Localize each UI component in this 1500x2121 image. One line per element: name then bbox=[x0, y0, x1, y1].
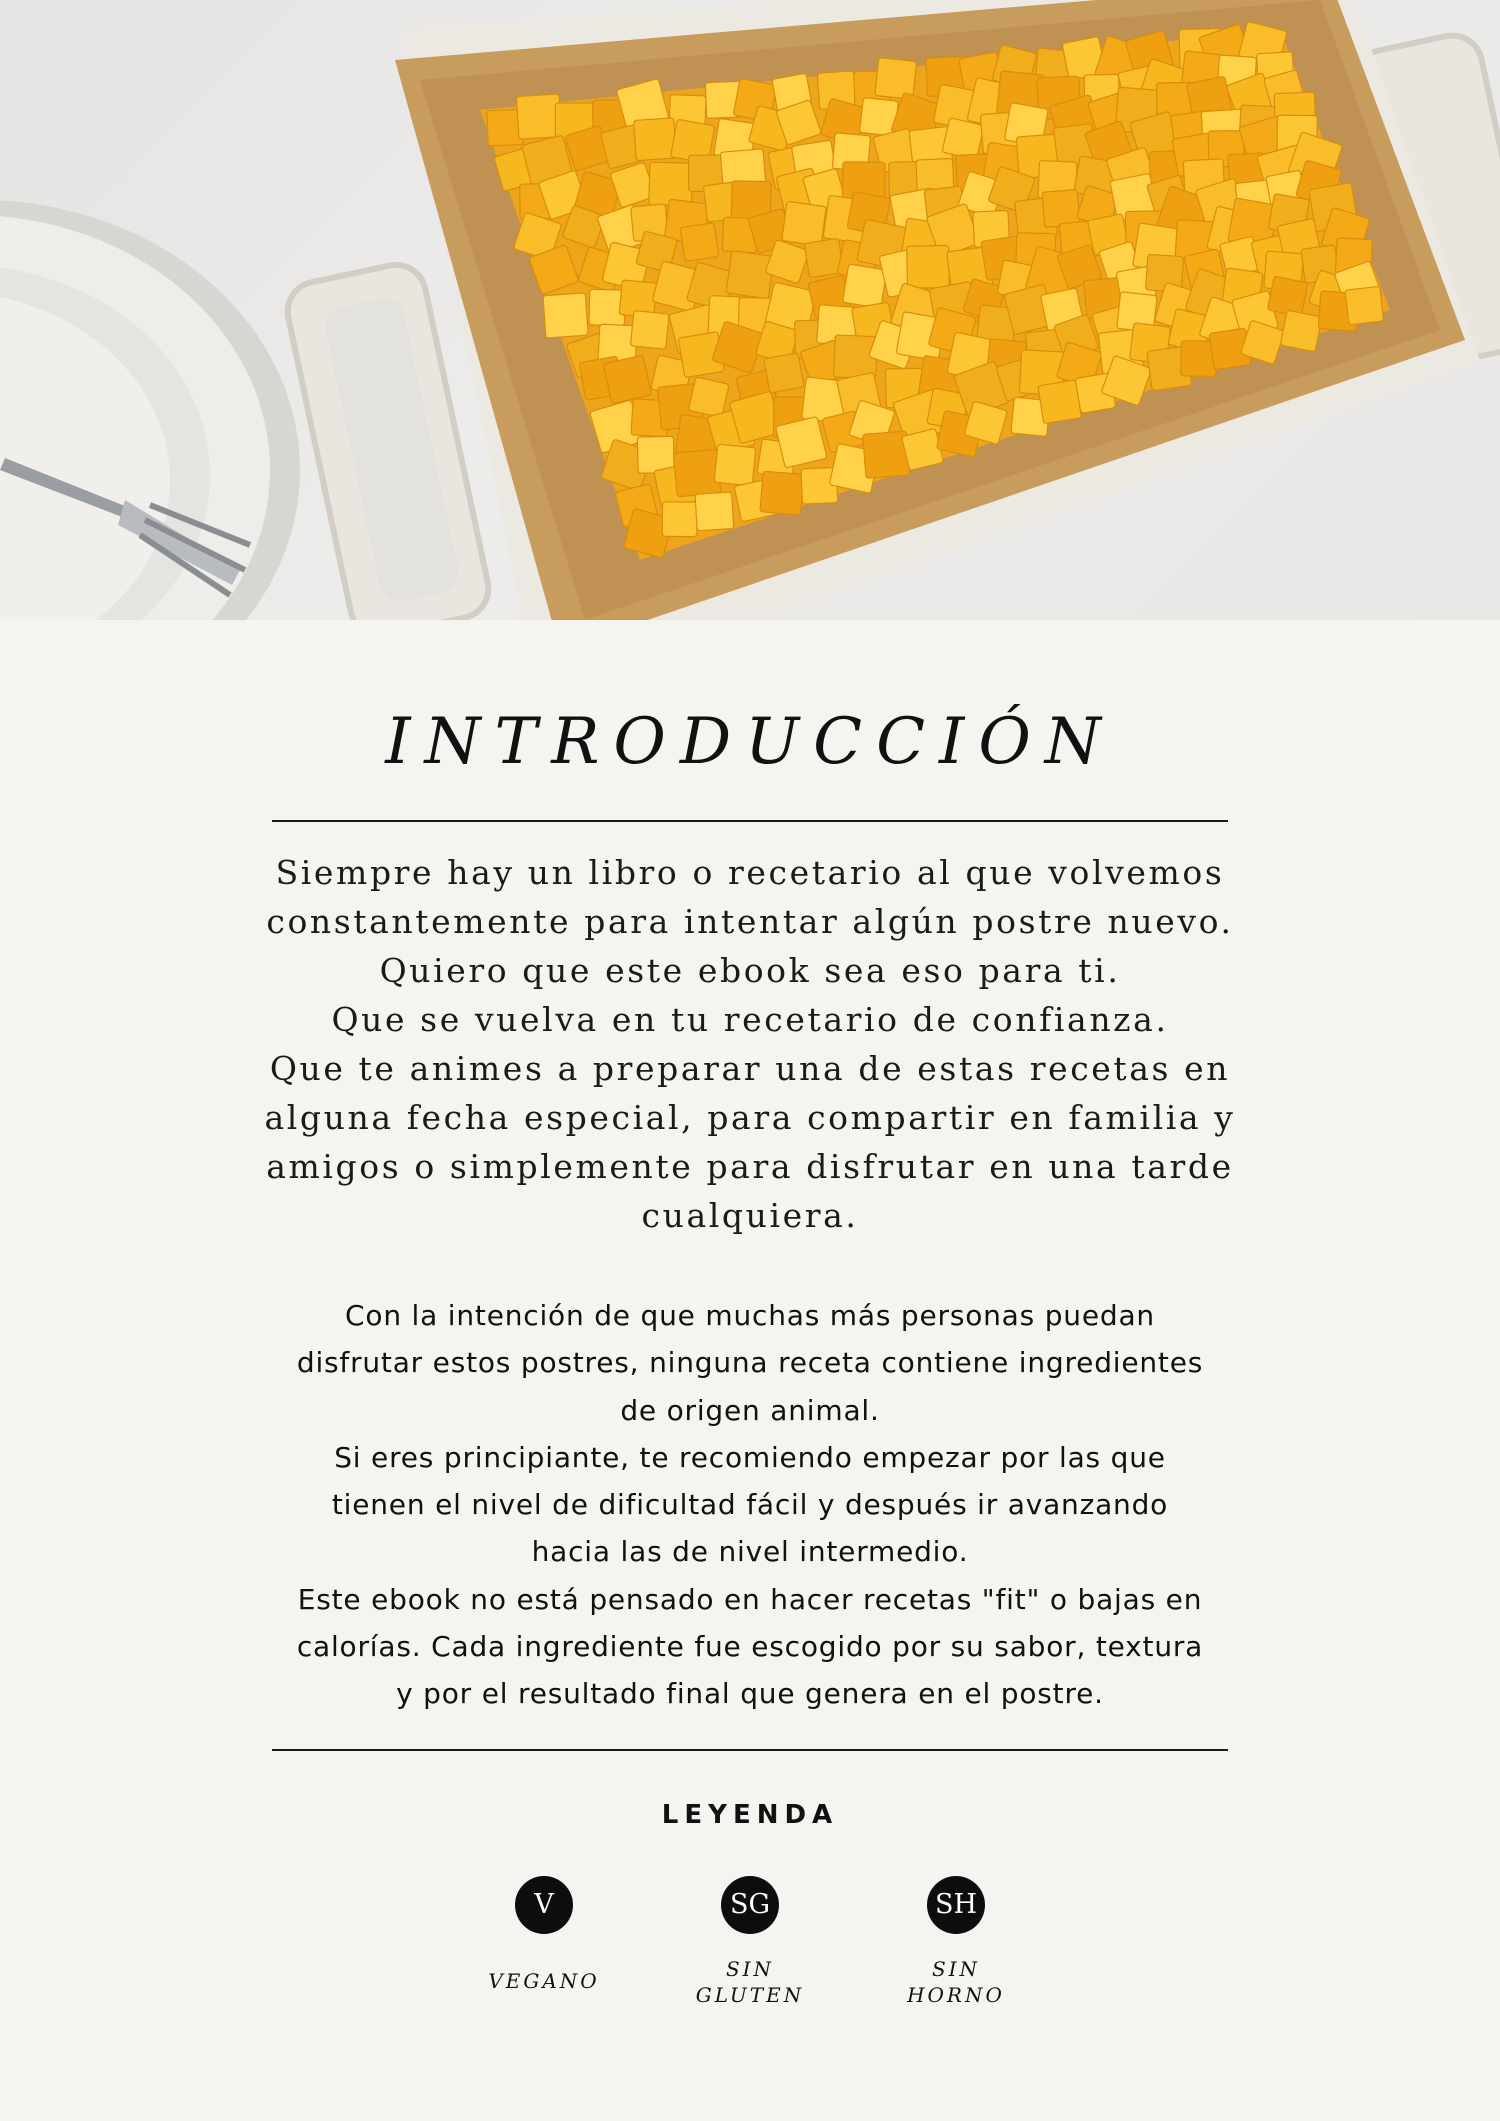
top-divider bbox=[272, 820, 1228, 822]
mango-cube bbox=[603, 355, 651, 403]
page-title: INTRODUCCIÓN bbox=[385, 705, 1115, 779]
intro-line: Que se vuelva en tu recetario de confianza. bbox=[331, 1000, 1169, 1039]
mango-cube bbox=[673, 449, 721, 497]
intro-line: Quiero que este ebook sea eso para ti. bbox=[379, 951, 1121, 990]
legend-item-sin-horno bbox=[856, 1876, 1056, 2008]
mango-cube bbox=[875, 58, 917, 100]
notes-line: calorías. Cada ingrediente fue escogido por su sabor, textura bbox=[296, 1630, 1204, 1664]
mango-cube bbox=[901, 428, 943, 470]
mango-cube bbox=[680, 223, 719, 262]
mango-cube bbox=[942, 118, 984, 160]
legend-item-vegano bbox=[444, 1876, 644, 1994]
legend-label: SIN HORNO bbox=[907, 1957, 1005, 2007]
legend-label: VEGANO bbox=[488, 1969, 600, 1993]
notes-line: de origen animal. bbox=[620, 1393, 880, 1427]
mango-cube bbox=[764, 353, 804, 393]
mango-cube bbox=[634, 118, 677, 161]
mango-cube bbox=[688, 377, 729, 418]
mango-cube bbox=[726, 251, 774, 299]
notes-paragraph bbox=[250, 1292, 1250, 1718]
notes-line: tienen el nivel de dificultad fácil y después ir avanzando bbox=[331, 1488, 1169, 1522]
mango-cube bbox=[695, 492, 734, 531]
notes-line: y por el resultado final que genera en el postre. bbox=[396, 1677, 1104, 1711]
hero-photo bbox=[0, 0, 1500, 620]
mango-cube bbox=[543, 293, 588, 338]
mango-tart-photo bbox=[0, 0, 1500, 620]
intro-line: alguna fecha especial, para compartir en familia y bbox=[264, 1098, 1236, 1137]
intro-line: Que te animes a preparar una de estas recetas en bbox=[269, 1049, 1231, 1088]
mango-cube bbox=[1038, 380, 1082, 424]
intro-line: cualquiera. bbox=[641, 1196, 859, 1235]
bottom-divider bbox=[272, 1749, 1228, 1751]
mango-cube bbox=[842, 264, 887, 309]
mango-cube bbox=[630, 311, 669, 350]
no-bake-badge-icon: SH bbox=[927, 1876, 985, 1934]
notes-line: disfrutar estos postres, ninguna receta contiene ingredientes bbox=[296, 1346, 1204, 1380]
intro-line: constantemente para intentar algún postre nuevo. bbox=[266, 902, 1234, 941]
intro-line: Siempre hay un libro o recetario al que volvemos bbox=[275, 853, 1225, 892]
intro-paragraph bbox=[250, 848, 1250, 1240]
legend-title: LEYENDA bbox=[661, 1800, 839, 1830]
notes-line: Este ebook no está pensado en hacer recetas "fit" o bajas en bbox=[297, 1582, 1203, 1616]
mango-cube bbox=[662, 502, 697, 537]
legend-label: SIN GLUTEN bbox=[695, 1957, 805, 2007]
mango-cube bbox=[1280, 310, 1322, 352]
notes-line: Si eres principiante, te recomiendo empezar por las que bbox=[334, 1440, 1166, 1474]
mango-cube bbox=[1042, 190, 1080, 228]
mango-cube bbox=[775, 416, 827, 468]
notes-line: hacia las de nivel intermedio. bbox=[531, 1535, 969, 1569]
vegan-badge-icon: V bbox=[515, 1876, 573, 1934]
gluten-free-badge-icon: SG bbox=[721, 1876, 779, 1934]
mango-cube bbox=[714, 444, 756, 486]
baking-dish bbox=[282, 0, 1500, 620]
mango-cube bbox=[782, 201, 827, 246]
mango-cube bbox=[907, 245, 950, 288]
mango-cube bbox=[1345, 286, 1384, 325]
intro-line: amigos o simplemente para disfrutar en una tarde bbox=[266, 1147, 1234, 1186]
plate bbox=[0, 200, 300, 620]
notes-line: Con la intención de que muchas más personas puedan bbox=[345, 1299, 1155, 1332]
legend-item-sin-gluten bbox=[650, 1876, 850, 2008]
mango-cube bbox=[760, 471, 804, 515]
